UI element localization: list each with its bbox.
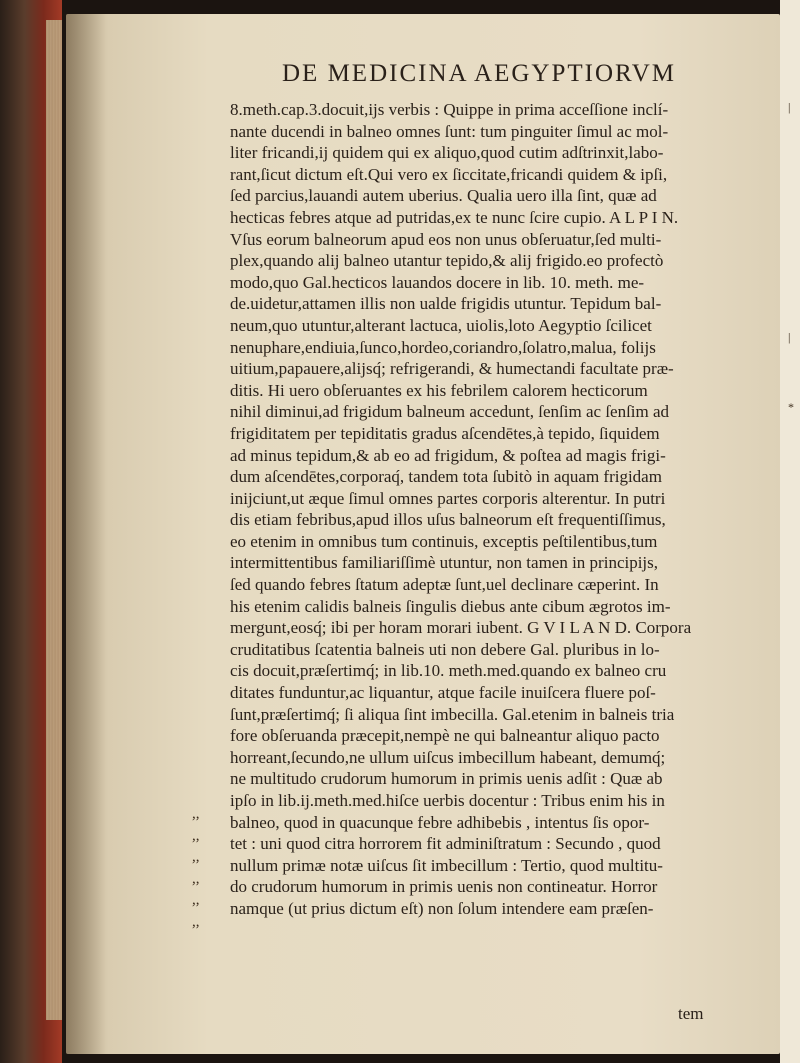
facing-page-edge (780, 0, 800, 1063)
text-line: modo,quo Gal.hecticos lauandos docere in lib. 10. meth. me- (230, 272, 645, 292)
text-line: cruditatibus ſcatentia balneis uti non debere Gal. pluribus in lo- (230, 639, 660, 659)
text-line: inijciunt,ut æque ſimul omnes partes corporis alterentur. In putri (230, 488, 666, 508)
text-line: balneo, quod in quacunque febre adhibebis , intentus ſis opor- (230, 812, 650, 832)
text-line: ſed parcius,lauandi autem uberius. Qualia uero illa ſint, quæ ad (230, 186, 657, 206)
facing-mark: | (788, 330, 791, 344)
text-line: nullum primæ notæ uiſcus ſit imbecillum : Tertio, quod multitu- (230, 855, 663, 875)
text-line: fore obſeruanda præcepit,nempè ne qui balneantur aliquo pacto (230, 726, 660, 746)
text-line: his etenim calidis balneis ſingulis diebus ante cibum ægrotos im- (230, 596, 671, 616)
text-line: neum,quo utuntur,alterant lactuca, uiolis,loto Aegyptio ſcilicet (230, 315, 652, 335)
margin-quote-marks (192, 804, 218, 934)
text-line: horreant,ſecundo,ne ullum uiſcus imbecillum habeant, demumq́; (230, 747, 666, 767)
text-line: 8.meth.cap.3.docuit,ijs verbis : Quippe in prima acceſſione inclí- (230, 100, 669, 119)
text-line: cis docuit,præſertimq́; in lib.10. meth.med.quando ex balneo cru (230, 661, 667, 681)
margin-quote-mark: ,, (192, 892, 200, 909)
text-line: ditates funduntur,ac liquantur, atque facile inuiſcera fluere poſ- (230, 683, 656, 703)
text-line: de.uidetur,attamen illis non ualde frigidis utuntur. Tepidum bal- (230, 294, 662, 314)
margin-quote-mark: ,, (192, 913, 200, 930)
margin-quote-mark: ,, (192, 806, 200, 822)
text-line: liter fricandi,ij quidem qui ex aliquo,quod cutim adſtrinxit,labo- (230, 143, 664, 163)
text-line: nenuphare,endiuia,ſunco,hordeo,coriandro,ſolatro,malua, folijs (230, 337, 656, 357)
text-line: nante ducendi in balneo omnes ſunt: tum pinguiter ſimul ac mol- (230, 121, 669, 141)
text-line: intermittentibus familiariſſimè utuntur, non tamen in principijs, (230, 553, 659, 573)
book-spine-left (0, 0, 62, 1063)
text-line: ſunt,præſertimq́; ſi aliqua ſint imbecilla. Gal.etenim in balneis tria (230, 704, 675, 724)
text-line: eo etenim in omnibus tum continuis, exceptis peſtilentibus,tum (230, 531, 658, 551)
facing-mark: * (788, 400, 794, 414)
running-head: DE MEDICINA AEGYPTIORVM (282, 60, 676, 87)
text-line: dis etiam febribus,apud illos uſus balneorum eſt frequentiſſimus, (230, 510, 666, 530)
margin-quote-mark: ,, (192, 827, 200, 844)
text-line: uitium,papauere,alijsq́; refrigerandi, & humectandi facultate præ- (230, 359, 674, 379)
text-line: ditis. Hi uero obſeruantes ex his febrilem calorem hecticorum (230, 380, 648, 400)
text-line: ad minus tepidum,& ab eo ad frigidum, & poſtea ad magis frigi- (230, 445, 666, 465)
text-line: frigiditatem per tepiditatis gradus aſcendētes,à tepido, ſiquidem (230, 423, 660, 443)
text-line: plex,quando alij balneo utantur tepido,& alij frigido.eo profectò (230, 251, 664, 271)
page-edges (46, 20, 62, 1020)
text-line: nihil diminui,ad frigidum balneum accedunt, ſenſim ac ſenſim ad (230, 402, 670, 422)
gutter-shadow (66, 14, 106, 1054)
catchword: tem (678, 1004, 704, 1023)
text-line: rant,ſicut dictum eſt.Qui vero ex ſiccitate,fricandi quidem & ipſi, (230, 164, 668, 184)
text-line: do crudorum humorum in primis uenis non contineatur. Horror (230, 877, 658, 897)
text-line: mergunt,eosq́; ibi per horam morari iubent. G V I L A N D. Corpora (230, 618, 692, 638)
text-line: ipſo in lib.ij.meth.med.hiſce uerbis docentur : Tribus enim his in (230, 791, 665, 810)
margin-quote-mark: ,, (192, 870, 200, 887)
text-line: ne multitudo crudorum humorum in primis uenis adſit : Quæ ab (230, 769, 663, 789)
body-text (230, 99, 740, 920)
text-line: tet : uni quod citra horrorem fit adminiſtratum : Secundo , quod (230, 834, 661, 854)
text-line: dum aſcendētes,corporaq́, tandem tota ſubitò in aquam frigidam (230, 467, 662, 487)
text-line: Vſus eorum balneorum apud eos non unus obſeruatur,ſed multi- (230, 229, 662, 249)
facing-mark: | (788, 100, 791, 114)
text-line: ſed quando febres ſtatum adeptæ ſunt,uel declinare cæperint. In (230, 575, 659, 595)
text-line: namque (ut prius dictum eſt) non ſolum intendere eam præſen- (230, 898, 654, 918)
margin-quote-mark: ,, (192, 849, 200, 866)
text-line: hecticas febres atque ad putridas,ex te nunc ſcire cupio. A L P I N. (230, 207, 679, 227)
